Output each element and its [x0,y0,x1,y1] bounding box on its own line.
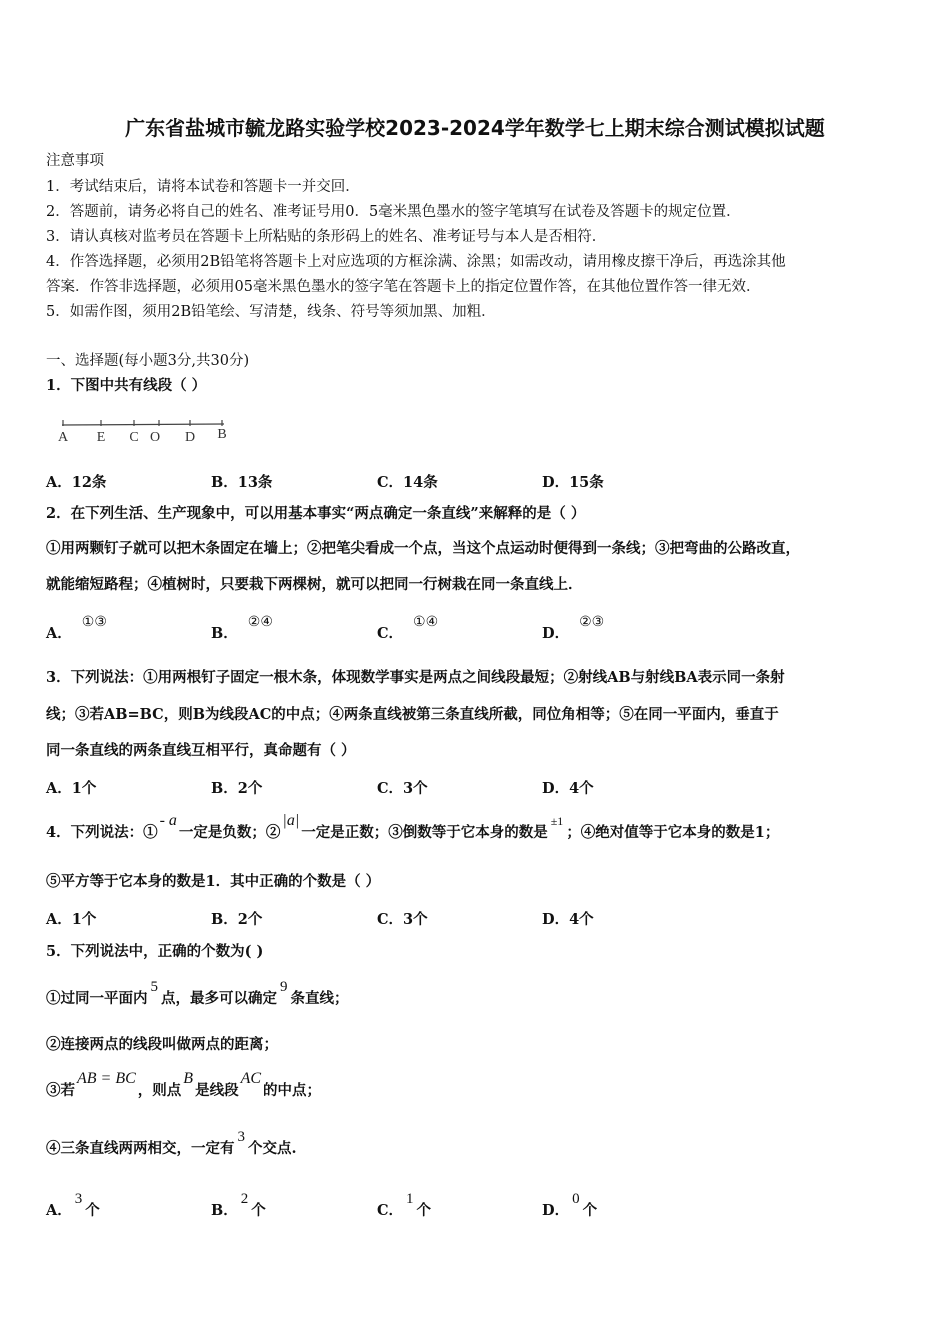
q5-statement-1 [46,979,349,1008]
q1-option-a[interactable]: A．12条 [46,474,107,491]
question-3-stem: 线；③若AB=BC，则B为线段AC的中点；④两条直线被第三条直线所截，同位角相等；⑤在同一平面内，垂直于 [46,706,779,723]
q1-label-a: A [57,430,69,445]
q1-line-segment-figure [56,416,236,450]
text: 是线段 [195,1082,239,1099]
option-value: ②④ [247,614,273,630]
question-5-stem: 5．下列说法中，正确的个数为( ) [46,943,264,960]
option-number: 0 [572,1191,580,1207]
math-abs-a: |a| [282,812,300,829]
text: ③若 [46,1082,75,1099]
q5-option-c[interactable] [377,1191,432,1220]
q5-option-d[interactable] [542,1191,598,1220]
q5-option-b[interactable] [211,1191,266,1220]
option-letter: D． [542,1202,570,1219]
option-number: 3 [74,1191,83,1207]
option-unit: 个 [85,1202,100,1219]
q3-option-c[interactable]: C．3个 [377,780,428,797]
option-letter: D． [542,625,570,642]
text: 条直线； [290,990,349,1007]
q1-label-b: B [217,427,227,442]
q4-option-c[interactable]: C．3个 [377,911,428,928]
page-title: 广东省盐城市毓龙路实验学校2023-2024学年数学七上期末综合测试模拟试题 [125,116,825,140]
option-unit: 个 [582,1202,598,1219]
question-2-stem: 2．在下列生活、生产现象中，可以用基本事实“两点确定一条直线”来解释的是（ ） [46,505,586,522]
q2-option-d[interactable] [542,614,605,643]
option-letter: B． [211,1202,238,1219]
q3-option-a[interactable]: A．1个 [46,780,97,797]
q2-option-c[interactable] [377,614,439,643]
notice-item: 答案．作答非选择题，必须用05毫米黑色墨水的签字笔在答题卡上的指定位置作答，在其他位置作答一律无效． [46,279,761,295]
math-b: B [183,1070,194,1087]
math-plus-minus-1: ±1 [550,814,564,828]
option-value: ②③ [579,614,605,630]
question-2-body: 就能缩短路程；④植树时，只要栽下两棵树，就可以把同一行树栽在同一条直线上． [46,576,583,593]
notice-item: 1．考试结束后，请将本试卷和答题卡一并交回． [46,179,360,195]
q1-label-e: E [96,430,106,445]
option-value: ①③ [81,614,107,630]
option-letter: A． [46,1202,72,1219]
text: 的中点； [263,1082,322,1099]
q5-statement-2: ②连接两点的线段叫做两点的距离； [46,1036,278,1053]
q2-option-a[interactable] [46,614,107,643]
q5-statement-4 [46,1129,297,1158]
option-value: ①④ [413,614,439,630]
math-ac: AC [240,1070,262,1087]
q1-label-o: O [149,430,161,445]
text: ；④绝对值等于它本身的数是1； [566,824,780,841]
question-3-stem: 同一条直线的两条直线互相平行，真命题有（ ） [46,742,356,759]
q5-option-a[interactable] [46,1191,100,1220]
math-9: 9 [280,979,288,995]
question-4-stem: ⑤平方等于它本身的数是1．其中正确的个数是（ ） [46,873,381,890]
question-1-stem: 1．下图中共有线段（ ） [46,377,207,394]
notice-item: 5．如需作图，须用2B铅笔绘、写清楚，线条、符号等须加黑、加粗． [46,304,496,320]
option-number: 1 [406,1191,414,1207]
q1-option-c[interactable]: C．14条 [377,474,438,491]
text: 点，最多可以确定 [161,990,277,1007]
section-heading: 一、选择题(每小题3分,共30分) [46,353,250,369]
math-5: 5 [150,979,158,995]
q5-statement-3 [46,1070,322,1100]
option-number: 2 [240,1191,249,1207]
math-3: 3 [237,1129,245,1145]
text: 一定是负数；② [178,824,281,841]
question-2-body: ①用两颗钉子就可以把木条固定在墙上；②把笔尖看成一个点，当这个点运动时便得到一条线；③把弯曲的公路改直， [46,540,800,557]
q2-option-b[interactable] [211,614,273,643]
q3-option-d[interactable]: D．4个 [542,780,594,797]
q1-segment-line [62,424,224,425]
text: 一定是正数；③倒数等于它本身的数是 [301,824,548,841]
q4-option-a[interactable]: A．1个 [46,911,97,928]
option-unit: 个 [251,1202,266,1219]
math-ab-eq-bc: AB = BC [77,1070,136,1087]
text: ①过同一平面内 [46,990,148,1007]
q3-option-b[interactable]: B．2个 [211,780,263,797]
q1-option-b[interactable]: B．13条 [211,474,273,491]
q1-option-d[interactable]: D．15条 [542,474,604,491]
q1-label-c: C [129,430,139,445]
question-3-stem: 3．下列说法：①用两根钉子固定一根木条，体现数学事实是两点之间线段最短；②射线AB与射线BA表示同一条射 [46,669,785,686]
notice-item: 4．作答选择题，必须用2B铅笔将答题卡上对应选项的方框涂满、涂黑；如需改动，请用橡皮擦干净后，再选涂其他 [46,254,786,270]
notice-item: 2．答题前，请务必将自己的姓名、准考证号用0．5毫米黑色墨水的签字笔填写在试卷及答题卡的规定位置． [46,204,741,220]
text: 4．下列说法：① [46,824,158,841]
question-4-stem [46,812,780,842]
option-unit: 个 [416,1202,432,1219]
text: ④三条直线两两相交，一定有 [46,1140,235,1157]
q1-label-d: D [184,430,196,445]
option-letter: C． [377,625,404,642]
option-letter: B． [211,625,238,642]
option-letter: A． [46,625,72,642]
notice-item: 3．请认真核对监考员在答题卡上所粘贴的条形码上的姓名、准考证号与本人是否相符． [46,229,607,245]
notice-heading: 注意事项 [46,153,104,169]
q4-option-d[interactable]: D．4个 [542,911,594,928]
math-neg-a: - a [159,812,177,829]
text: ，则点 [137,1082,182,1099]
text: 个交点. [248,1140,297,1157]
option-letter: C． [377,1202,404,1219]
q4-option-b[interactable]: B．2个 [211,911,263,928]
